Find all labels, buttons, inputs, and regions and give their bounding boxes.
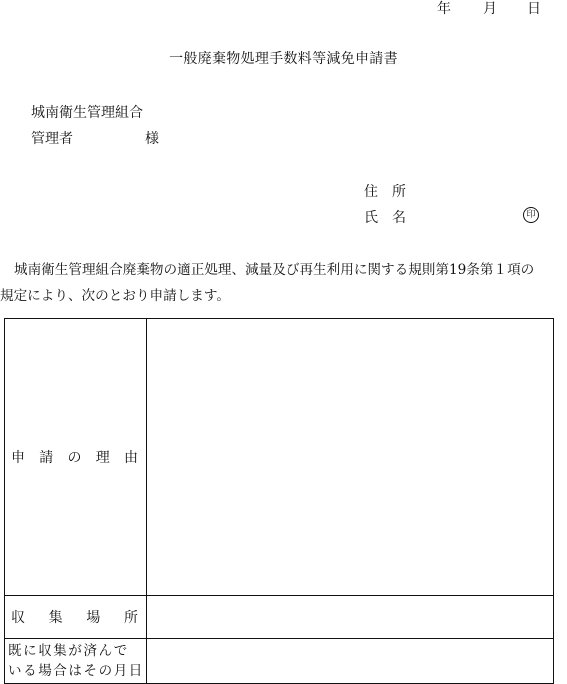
place-value-field[interactable] xyxy=(147,596,554,639)
body-text-line-1: 城南衛生管理組合廃棄物の適正処理、減量及び再生利用に関する規則第19条第１項の xyxy=(14,262,535,278)
place-label xyxy=(5,607,146,627)
reason-label xyxy=(5,447,146,467)
place-label-char: 集 xyxy=(48,610,63,626)
place-label-cell xyxy=(5,596,147,639)
addressee-manager: 管理者 xyxy=(31,131,73,147)
reason-label-char: の xyxy=(67,450,82,466)
collection-date-label xyxy=(5,641,146,681)
place-row xyxy=(5,596,554,639)
date-month-label: 月 xyxy=(483,1,497,17)
seal-mark: 印 xyxy=(523,207,539,223)
reason-label-cell xyxy=(5,319,147,596)
applicant-address-label: 住所 xyxy=(364,184,420,200)
place-label-char: 収 xyxy=(11,610,25,626)
application-form-table xyxy=(4,318,554,684)
reason-label-char: 理 xyxy=(95,450,110,466)
addressee-organization: 城南衛生管理組合 xyxy=(31,105,143,121)
document-title: 一般廃棄物処理手数料等減免申請書 xyxy=(169,51,398,67)
body-text-line-2: 規定により、次のとおり申請します。 xyxy=(0,288,231,304)
addressee-honorific: 様 xyxy=(145,131,159,147)
collection-date-label-cell xyxy=(5,639,147,684)
date-year-label: 年 xyxy=(437,1,451,17)
reason-value-field[interactable] xyxy=(147,319,554,596)
reason-row xyxy=(5,319,554,596)
collection-date-value-field[interactable] xyxy=(147,639,554,684)
place-label-char: 場 xyxy=(86,610,101,626)
place-label-char: 所 xyxy=(123,610,138,626)
collection-date-row xyxy=(5,639,554,684)
reason-label-char: 由 xyxy=(124,450,138,466)
collection-date-label-line-1: 既に収集が済んで xyxy=(8,643,129,659)
collection-date-label-line-2: いる場合はその月日 xyxy=(8,663,144,679)
reason-label-char: 申 xyxy=(11,450,25,466)
applicant-name-label: 氏名 xyxy=(364,210,420,226)
reason-label-char: 請 xyxy=(39,450,54,466)
date-day-label: 日 xyxy=(527,1,541,17)
